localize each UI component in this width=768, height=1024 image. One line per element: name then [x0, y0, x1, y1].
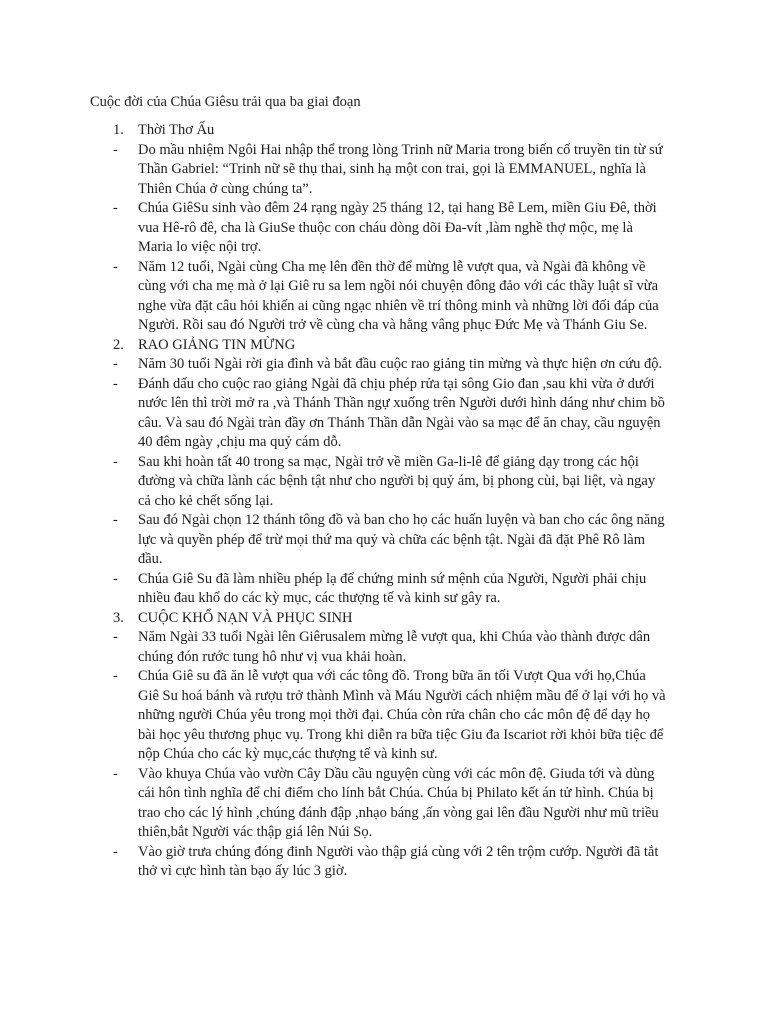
list-item [0, 628, 768, 667]
list-item [0, 843, 768, 882]
list-item [0, 375, 768, 453]
list-item-text: Chúa Giê su đã ăn lễ vượt qua với các tông đồ. Trong bữa ăn tối Vượt Qua với họ,Chúa Giê Su hoá bánh và rượu trở thành Mình và Máu Người cách nhiệm mầu để ở lại với họ và những người Chúa yêu trong mọi thời đại. Chúa còn rửa chân cho các môn đệ để dạy họ bài học yêu thương phục vụ. Trong khi diễn ra bữa tiệc Giu đa Iscariot rời khỏi bữa tiệc để nộp Chúa cho các kỳ mục,các thượng tế và kinh sư. [138, 668, 666, 762]
bullet-dash: - [113, 141, 118, 158]
list-item [0, 667, 768, 765]
list-item [0, 258, 768, 336]
bullet-dash: - [113, 668, 118, 684]
bullet-dash: - [113, 356, 118, 372]
bullet-dash: - [113, 453, 118, 470]
bullet-dash: - [113, 843, 118, 860]
list-item-text: Vào khuya Chúa vào vườn Cây Dầu cầu nguyện cùng với các môn đệ. Giuda tới và dùng cái hôn tình nghĩa để chỉ điểm cho lính bắt Chúa. Chúa bị Philato kết án tử hình. Chúa bị trao cho các lý hình ,chúng đánh đập ,nhạo báng ,ấn vòng gai lên đầu Người như mũ triều thiên,bắt Người vác thập giá lên Núi Sọ. [138, 765, 659, 840]
bullet-dash: - [113, 200, 118, 216]
list-item-text: Năm 12 tuổi, Ngài cùng Cha mẹ lên đền thờ để mừng lễ vượt qua, và Ngài đã không về cùng với cha mẹ mà ở lại Giê ru sa lem ngồi nói chuyện đông đảo với các thầy luật sĩ vừa nghe vừa đặt câu hỏi khiến ai cũng ngạc nhiên về trí thông minh và những lời đối đáp của Người. Rồi sau đó Người trở về cùng cha và hằng vâng phục Đức Mẹ và Thánh Giu Se. [138, 258, 659, 333]
list-item [0, 453, 768, 512]
document-body [0, 121, 768, 882]
list-item-text: Năm Ngài 33 tuổi Ngài lên Giêrusalem mừng lễ vượt qua, khi Chúa vào thành được dân chúng đón rước tung hô như vị vua khải hoàn. [138, 629, 651, 665]
bullet-dash: - [113, 375, 118, 392]
list-item-text: Sau khi hoàn tất 40 trong sa mạc, Ngài trở về miền Ga-li-lê để giảng dạy trong các hội đường và chữa lành các bệnh tật như cho người bị quỷ ám, bị phong cùi, bại liệt, và ngay cả cho kẻ chết sống lại. [138, 453, 656, 509]
section-title: Thời Thơ Ấu [138, 122, 215, 138]
list-item [0, 141, 768, 200]
list-item [0, 765, 768, 843]
bullet-dash: - [113, 765, 118, 782]
list-item-text: Năm 30 tuổi Ngài rời gia đình và bắt đầu cuộc rao giảng tin mừng và thực hiện ơn cứu độ. [138, 356, 663, 372]
list-item-text: Đánh dấu cho cuộc rao giảng Ngài đã chịu phép rửa tại sông Gio đan ,sau khi vừa ở dưới nước lên thì trời mở ra ,và Thánh Thần ngự xuống trên Người dưới hình dáng như chim bồ câu. Và sau đó Ngài tràn đầy ơn Thánh Thần dẫn Ngài vào sa mạc để ăn chay, cầu nguyện 40 đêm ngày ,chịu ma quỷ cám dỗ. [138, 375, 665, 450]
section-title: RAO GIẢNG TIN MỪNG [138, 336, 296, 353]
bullet-dash: - [113, 629, 118, 645]
list-item [0, 199, 768, 258]
list-item-text: Sau đó Ngài chọn 12 thánh tông đồ và ban cho họ các huấn luyện và ban cho các ông năng lực và quyền phép để trừ mọi thứ ma quỷ và chữa các bệnh tật. Ngài đã đặt Phê Rô làm đầu. [138, 512, 665, 567]
list-item [0, 355, 768, 375]
section-heading-3 [0, 609, 768, 629]
list-item-text: Do mầu nhiệm Ngôi Hai nhập thể trong lòng Trinh nữ Maria trong biến cố truyền tin từ sứ Thần Gabriel: “Trinh nữ sẽ thụ thai, sinh hạ một con trai, gọi là EMMANUEL, nghĩa là Thiên Chúa ở cùng chúng ta”. [138, 141, 663, 197]
list-item-text: Chúa GiêSu sinh vào đêm 24 rạng ngày 25 tháng 12, tại hang Bê Lem, miền Giu Đê, thời vua Hê-rô đê, cha là GiuSe thuộc con cháu dòng dõi Đa-vít ,làm nghề thợ mộc, mẹ là Maria lo việc nội trợ. [138, 200, 657, 255]
section-title: CUỘC KHỔ NẠN VÀ PHỤC SINH [138, 609, 353, 626]
list-item-text: Chúa Giê Su đã làm nhiều phép lạ để chứng minh sứ mệnh của Người, Người phải chịu nhiều đau khổ do các kỳ mục, các thượng tế và kinh sư gây ra. [138, 570, 647, 606]
list-item-text: Vào giờ trưa chúng đóng đinh Người vào thập giá cùng với 2 tên trộm cướp. Người đã tắt thở vì cực hình tàn bạo ấy lúc 3 giờ. [138, 843, 659, 879]
bullet-dash: - [113, 512, 118, 528]
section-number: 3. [113, 609, 124, 626]
section-heading-1 [0, 121, 768, 141]
section-number: 2. [113, 336, 124, 353]
bullet-dash: - [113, 258, 118, 275]
list-item [0, 570, 768, 609]
section-heading-2 [0, 336, 768, 356]
bullet-dash: - [113, 570, 118, 587]
list-item [0, 511, 768, 570]
section-number: 1. [113, 122, 124, 138]
document-title: Cuộc đời của Chúa Giêsu trải qua ba giai đoạn [90, 94, 361, 110]
